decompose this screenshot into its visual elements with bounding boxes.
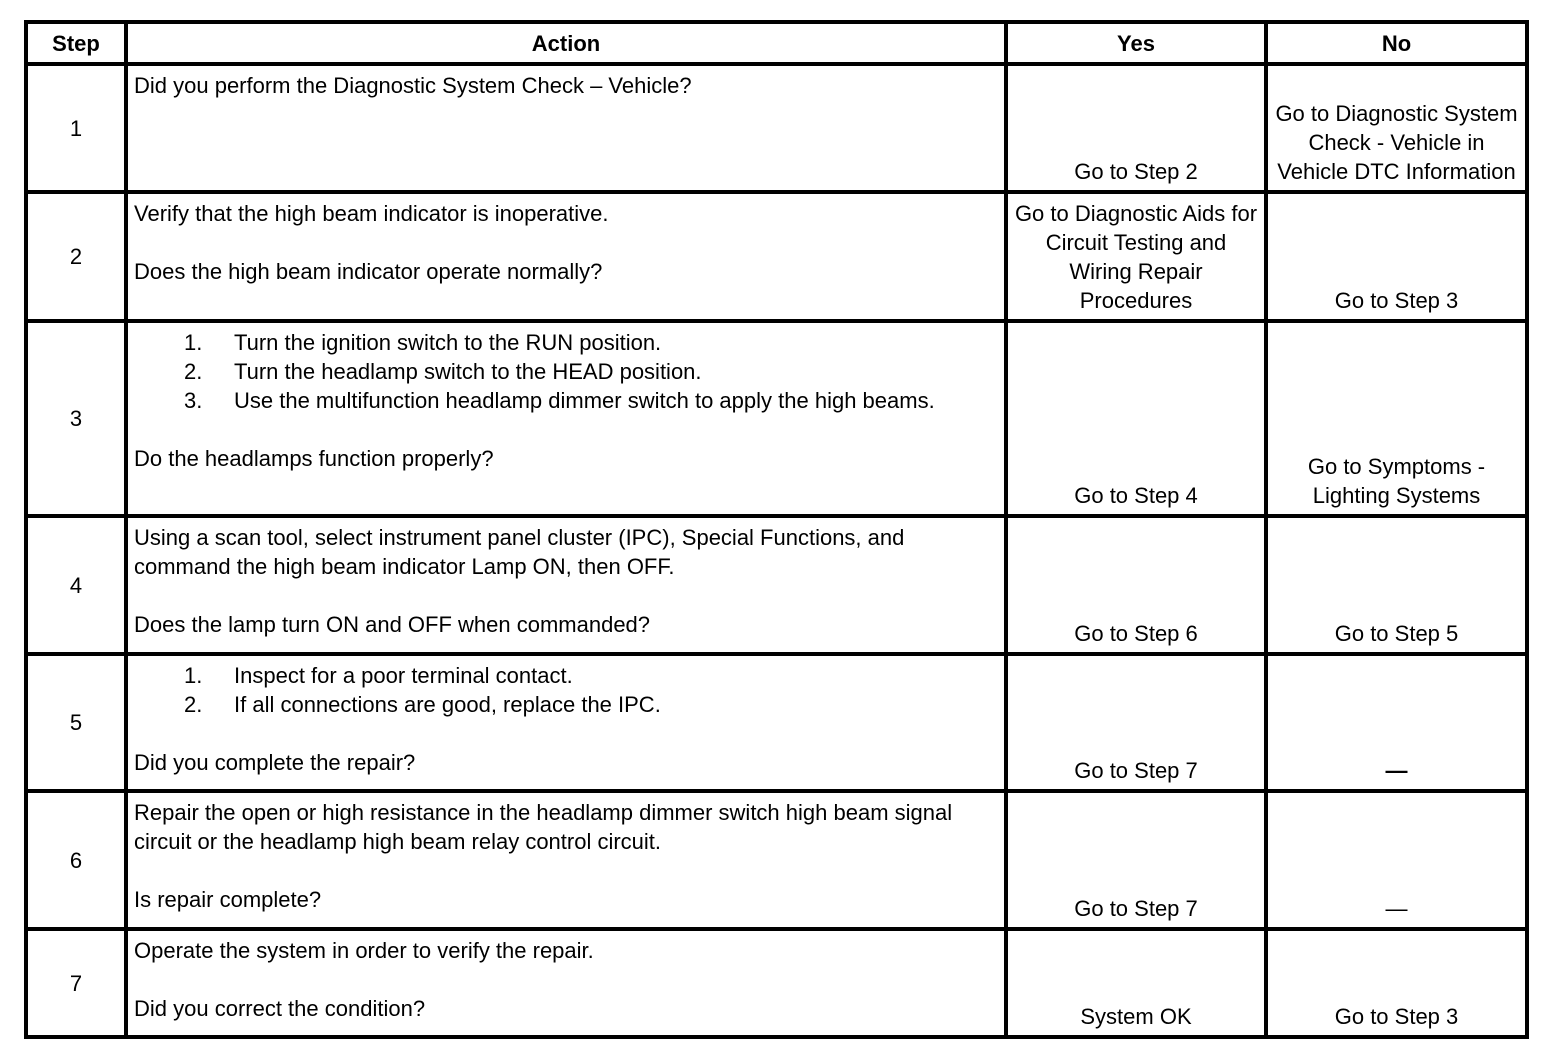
step-number: 1 (26, 64, 126, 192)
no-cell: — (1266, 791, 1527, 929)
action-cell (126, 321, 1006, 516)
table-row (26, 321, 1527, 516)
step-number: 3 (26, 321, 126, 516)
no-cell: Go to Diagnostic System Check - Vehicle in Vehicle DTC Information (1266, 64, 1527, 192)
action-steps-list (134, 328, 998, 415)
table-row (26, 929, 1527, 1037)
no-cell: Go to Symptoms - Lighting Systems (1266, 321, 1527, 516)
header-action: Action (126, 22, 1006, 64)
yes-cell: Go to Step 7 (1006, 654, 1266, 791)
action-question: Did you complete the repair? (134, 750, 416, 775)
yes-cell: Go to Step 7 (1006, 791, 1266, 929)
action-cell (126, 791, 1006, 929)
yes-cell: System OK (1006, 929, 1266, 1037)
yes-cell: Go to Step 6 (1006, 516, 1266, 654)
table-row (26, 654, 1527, 791)
yes-cell: Go to Diagnostic Aids for Circuit Testing and Wiring Repair Procedures (1006, 192, 1266, 321)
action-question: Is repair complete? (134, 887, 322, 912)
table-row (26, 192, 1527, 321)
list-item: 3. Use the multifunction headlamp dimmer switch to apply the high beams. (184, 388, 935, 413)
no-cell: Go to Step 3 (1266, 929, 1527, 1037)
action-cell (126, 192, 1006, 321)
action-text: Repair the open or high resistance in the headlamp dimmer switch high beam signal circuit or the headlamp high beam relay control circuit. (134, 800, 953, 854)
step-number: 2 (26, 192, 126, 321)
yes-cell: Go to Step 4 (1006, 321, 1266, 516)
action-text: Did you perform the Diagnostic System Check – Vehicle? (134, 73, 692, 98)
table-row (26, 791, 1527, 929)
step-number: 7 (26, 929, 126, 1037)
list-item: 2. Turn the headlamp switch to the HEAD position. (184, 359, 702, 384)
no-cell: Go to Step 3 (1266, 192, 1527, 321)
action-cell (126, 929, 1006, 1037)
action-question: Do the headlamps function properly? (134, 446, 494, 471)
no-cell: — (1266, 654, 1527, 791)
action-text: Operate the system in order to verify the repair. (134, 938, 594, 963)
step-number: 5 (26, 654, 126, 791)
table-row (26, 516, 1527, 654)
table-row (26, 64, 1527, 192)
header-step: Step (26, 22, 126, 64)
yes-cell: Go to Step 2 (1006, 64, 1266, 192)
action-cell (126, 64, 1006, 192)
no-cell: Go to Step 5 (1266, 516, 1527, 654)
header-no: No (1266, 22, 1527, 64)
step-number: 4 (26, 516, 126, 654)
action-question: Did you correct the condition? (134, 996, 426, 1021)
action-cell (126, 654, 1006, 791)
list-item: 2. If all connections are good, replace the IPC. (184, 692, 661, 717)
action-question: Does the high beam indicator operate normally? (134, 259, 603, 284)
list-item: 1. Turn the ignition switch to the RUN position. (184, 330, 662, 355)
header-yes: Yes (1006, 22, 1266, 64)
action-cell (126, 516, 1006, 654)
list-item: 1. Inspect for a poor terminal contact. (184, 663, 573, 688)
action-text: Using a scan tool, select instrument panel cluster (IPC), Special Functions, and command the high beam indicator Lamp ON, then OFF. (134, 525, 905, 579)
action-steps-list (134, 661, 998, 719)
action-question: Does the lamp turn ON and OFF when commanded? (134, 612, 651, 637)
step-number: 6 (26, 791, 126, 929)
header-row (26, 22, 1527, 64)
action-text: Verify that the high beam indicator is inoperative. (134, 201, 609, 226)
diagnostic-table (24, 20, 1529, 1039)
